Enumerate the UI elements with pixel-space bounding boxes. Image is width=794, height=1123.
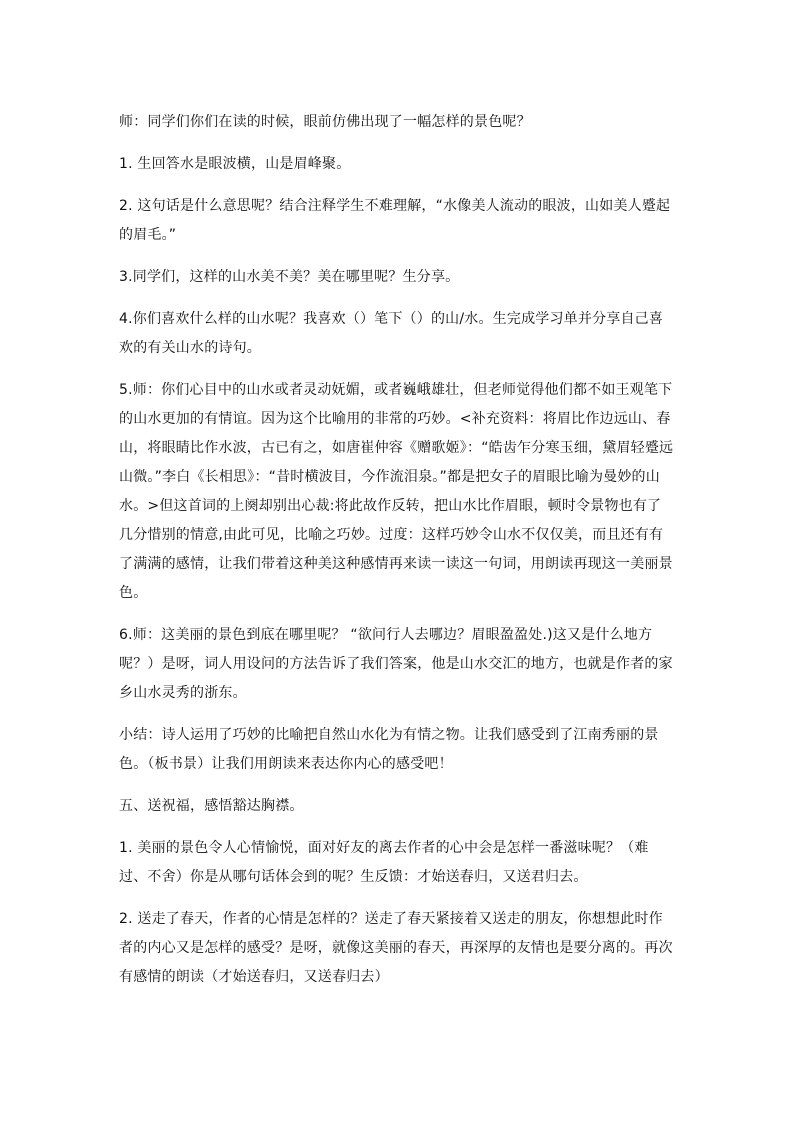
document-body — [119, 108, 675, 1005]
paragraph-teacher-question: 师：同学们你们在读的时候，眼前仿佛出现了一幅怎样的景色呢？ — [119, 114, 531, 130]
paragraph-3: 3.同学们，这样的山水美不美？美在哪里呢？生分享。 — [119, 269, 460, 285]
paragraph-summary: 小结：诗人运用了巧妙的比喻把自然山水化为有情之物。让我们感受到了江南秀丽的景色。（板书景）让我们用朗读来表达你内心的感受吧！ — [119, 727, 659, 772]
section-heading-five: 五、送祝福，感悟豁达胸襟。 — [119, 798, 304, 814]
paragraph-five-2: 2. 送走了春天，作者的心情是怎样的？送走了春天紧接着又送走的朋友，你想想此时作者的内心又是怎样的感受？是呀，就像这美丽的春天，再深厚的友情也是要分离的。再次有感情的朗读（才始送春归，又送春归去） — [119, 911, 673, 985]
paragraph-5: 5.师：你们心目中的山水或者灵动妩媚，或者巍峨雄壮，但老师觉得他们都不如王观笔下的山水更加的有情谊。因为这个比喻用的非常的巧妙。<补充资料：将眉比作边远山、春山，将眼睛比作水波，古已有之，如唐崔仲容《赠歌姬》：“皓齿乍分寒玉细，黛眉轻蹙远山微。”李白《长相思》：“昔时横波目，今作流泪泉。”都是把女子的眉眼比喻为曼妙的山水。>但这首词的上阕却别出心裁:将此故作反转，把山水比作眉眼，顿时令景物也有了几分惜别的情意,由此可见，比喻之巧妙。过度：这样巧妙令山水不仅仅美，而且还有有了满满的感情，让我们带着这种美这种感情再来读一读这一句词，用朗读再现这一美丽景色。 — [119, 382, 674, 601]
paragraph-1: 1. 生回答水是眼波横，山是眉峰聚。 — [119, 156, 351, 172]
paragraph-2: 2. 这句话是什么意思呢？结合注释学生不难理解，“水像美人流动的眼波，山如美人蹙起的眉毛。” — [119, 198, 671, 243]
paragraph-6: 6.师：这美丽的景色到底在哪里呢？ “欲问行人去哪边？眉眼盈盈处.)这又是什么地方呢？）是呀，词人用设问的方法告诉了我们答案，他是山水交汇的地方，也就是作者的家乡山水灵秀的浙东。 — [119, 627, 673, 701]
paragraph-five-1: 1. 美丽的景色令人心情愉悦，面对好友的离去作者的心中会是怎样一番滋味呢？（难过、不舍）你是从哪句话体会到的呢？生反馈：才始送春归，又送君归去。 — [119, 840, 649, 885]
paragraph-4: 4.你们喜欢什么样的山水呢？我喜欢（）笔下（）的山/水。生完成学习单并分享自己喜欢的有关山水的诗句。 — [119, 311, 664, 356]
